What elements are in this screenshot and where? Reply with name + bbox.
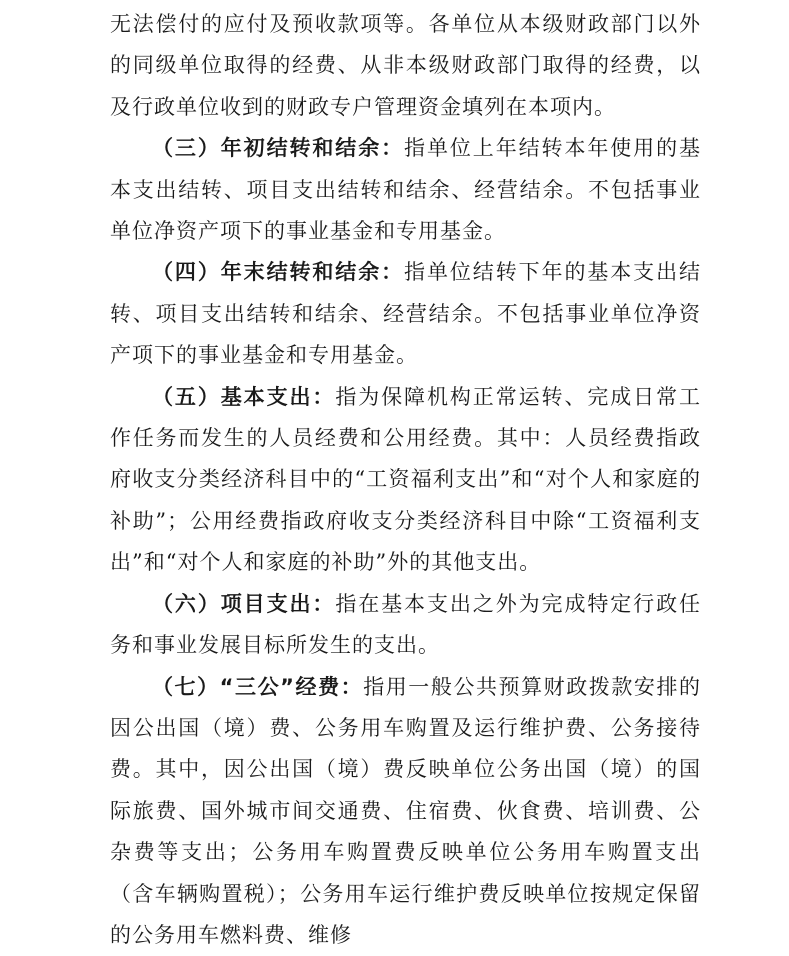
paragraph-heading: （五）基本支出： (152, 385, 335, 409)
paragraph-text: 指在基本支出之外为完成特定行政任务和事业发展目标所发生的支出。 (110, 592, 701, 657)
paragraph-carryover-beginning (110, 128, 701, 252)
paragraph-basic-expenditure (110, 377, 701, 584)
paragraph-heading: （六）项目支出： (152, 592, 335, 616)
paragraph-heading: （三）年初结转和结余： (152, 136, 404, 160)
paragraph-heading: （七）“三公”经费： (152, 675, 363, 699)
paragraph-carryover-end (110, 252, 701, 376)
paragraph-text: 指为保障机构正常运转、完成日常工作任务而发生的人员经费和公用经费。其中：人员经费指政府收支分类经济科目中的“工资福利支出”和“对个人和家庭的补助”；公用经费指政府收支分类经济科目中除“工资福利支出”和“对个人和家庭的补助”外的其他支出。 (110, 385, 701, 575)
paragraph-text: 指单位上年结转本年使用的基本支出结转、项目支出结转和结余、经营结余。不包括事业单位净资产项下的事业基金和专用基金。 (110, 136, 701, 243)
paragraph-three-public-expenses (110, 667, 701, 956)
paragraph-text: 指用一般公共预算财政拨款安排的因公出国（境）费、公务用车购置及运行维护费、公务接待费。其中，因公出国（境）费反映单位公务出国（境）的国际旅费、国外城市间交通费、住宿费、伙食费、培训费、公杂费等支出；公务用车购置费反映单位公务用车购置支出（含车辆购置税）；公务用车运行维护费反映单位按规定保留的公务用车燃料费、维修 (110, 675, 701, 947)
paragraph-text: 无法偿付的应付及预收款项等。各单位从本级财政部门以外的同级单位取得的经费、从非本级财政部门取得的经费，以及行政单位收到的财政专户管理资金填列在本项内。 (110, 12, 701, 119)
paragraph-project-expenditure (110, 584, 701, 667)
paragraph-text: 指单位结转下年的基本支出结转、项目支出结转和结余、经营结余。不包括事业单位净资产项下的事业基金和专用基金。 (110, 260, 701, 367)
paragraph-continuation (110, 4, 701, 128)
paragraph-heading: （四）年末结转和结余： (152, 260, 404, 284)
